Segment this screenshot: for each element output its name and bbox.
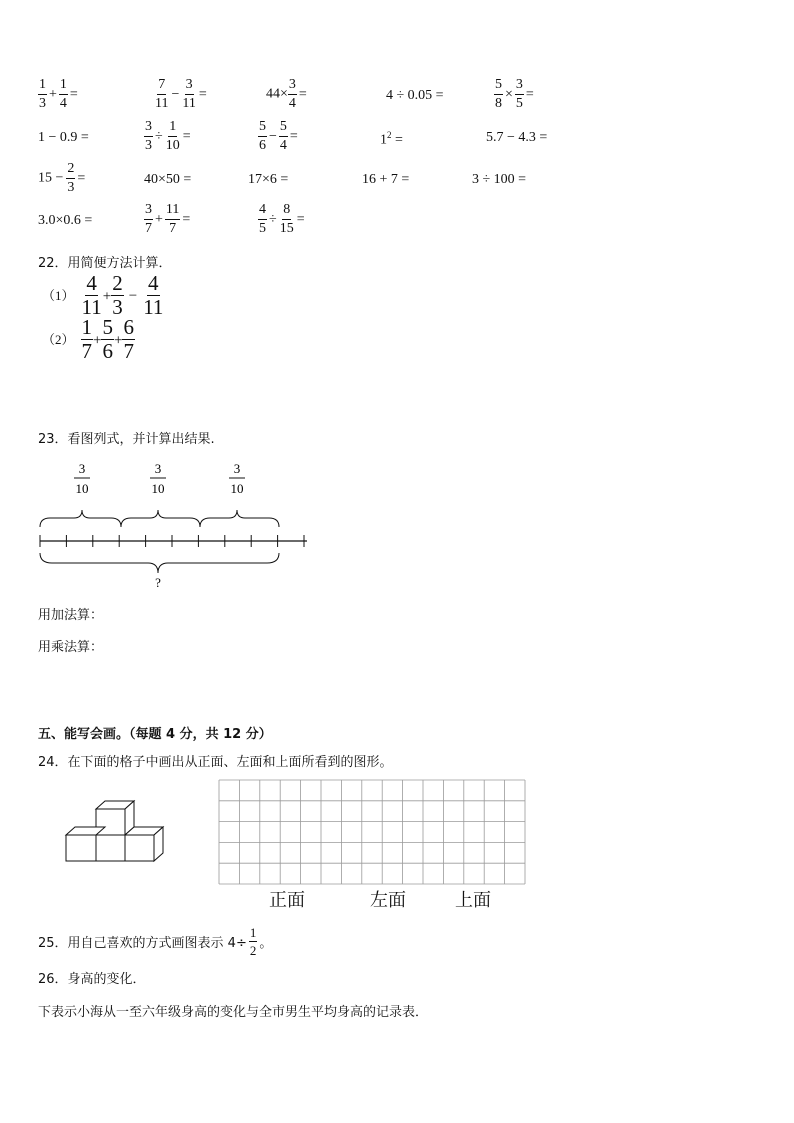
denominator: 4 [59,96,67,111]
numerator: 3 [144,120,153,137]
segment-label-2 [150,461,166,496]
operator: + [113,332,123,349]
mm-r2-c2 [144,120,193,153]
numerator: 11 [165,203,180,220]
operator: + [102,288,112,305]
numerator: 7 [157,78,166,95]
operator: − [128,288,138,305]
numerator: 3 [78,461,86,476]
operator: + [93,332,102,349]
question-mark: ? [155,575,161,590]
numerator: 4 [258,203,267,220]
top-view-label: 上面 [455,890,491,910]
denominator: 3 [145,138,152,153]
numerator: 1 [38,78,47,95]
operator: − [269,128,277,144]
q25-title-text: 25．用自己喜欢的方式画图表示 4÷ [38,936,247,951]
operator: − [171,86,180,102]
numerator: 2 [112,271,123,295]
numerator: 3 [185,78,194,95]
numerator: 3 [515,78,524,95]
equals-sign: = [289,128,298,144]
numerator: 1 [81,315,93,339]
mm-r4-c1: 3.0×0.6 = [38,213,93,228]
numerator: 1 [249,925,257,940]
operator: ÷ [155,128,163,144]
numerator: 3 [154,461,162,476]
mm-r3-c4: 16 + 7 = [362,172,410,187]
denominator: 5 [515,96,523,111]
denominator: 11 [81,295,102,319]
equals-sign: = [198,86,207,102]
denominator: 3 [39,96,46,111]
mm-r3-c3: 17×6 = [248,172,289,187]
mm-r1-c4: 4 ÷ 0.05 = [386,88,444,103]
numerator: 3 [288,78,297,95]
left-view-label: 左面 [370,890,406,910]
denominator: 15 [279,221,294,236]
equals-sign: = [182,128,191,144]
mm-r4-c3 [258,203,307,236]
denominator: 4 [279,138,287,153]
denominator: 3 [67,180,75,195]
segment-label-1 [74,461,90,496]
denominator: 6 [259,138,266,153]
q23-title: 23．看图列式，并计算出结果. [38,432,215,447]
numerator: 4 [148,271,159,295]
denominator: 7 [81,339,93,363]
numerator: 5 [494,78,503,95]
q26-description: 下表示小海从一至六年级身高的变化与全市男生平均身高的记录表． [38,1005,429,1020]
equals-sign: = [525,86,534,102]
numerator: 3 [233,461,241,476]
power-base: 1 [380,132,387,148]
q22-title: 22．用简便方法计算． [38,256,172,271]
denominator: 11 [155,96,169,111]
numerator: 2 [66,162,75,179]
mul-method-label: 用乘法算： [38,640,104,655]
operator: × [505,86,513,102]
numerator: 4 [86,271,97,295]
denominator: 2 [249,943,257,958]
denominator: 10 [165,138,180,153]
q24-title: 24．在下面的格子中画出从正面、左面和上面所看到的图形。 [38,755,393,770]
numerator: 3 [144,203,153,220]
mm-r1-c3 [266,78,309,111]
mm-r2-c5: 5.7 − 4.3 = [486,130,548,145]
q25-title [38,926,272,957]
mm-r2-c4 [380,130,403,149]
mm-r4-c2 [144,203,192,236]
expression-prefix: 44× [266,86,288,102]
denominator: 4 [288,96,296,111]
add-method-label: 用加法算： [38,608,104,623]
bottom-brace [40,553,279,573]
bottom-middle-front-face [96,835,125,861]
number-line-diagram [30,455,320,595]
part-label: （1） [42,288,75,304]
numerator: 6 [123,315,134,339]
front-view-label: 正面 [269,890,305,910]
mm-r1-c2 [154,78,209,111]
numerator: 5 [102,315,113,339]
denominator: 5 [259,221,266,236]
mm-r2-c1: 1 − 0.9 = [38,130,89,145]
top-brace-1 [40,510,121,527]
cube-stack-figure [60,795,170,865]
top-brace-3 [200,510,279,527]
denominator: 11 [143,295,164,319]
numerator: 5 [258,120,267,137]
mm-r3-c2: 40×50 = [144,172,192,187]
mm-r3-c5: 3 ÷ 100 = [472,172,527,187]
segment-label-3 [229,461,245,496]
numerator: 8 [282,203,291,220]
mm-r1-c1 [38,78,80,111]
equals-sign: = [77,170,86,186]
equals-sign: = [69,86,78,102]
equals-sign: = [298,86,307,102]
equals-sign: = [296,211,305,227]
q26-title: 26．身高的变化． [38,972,146,987]
equals-sign: = [182,211,191,227]
mm-r1-c5 [494,78,536,111]
denominator: 10 [75,481,89,496]
power-exponent: 2 [387,130,392,140]
mm-r2-c3 [258,120,300,153]
bottom-right-front-face [125,835,154,861]
denominator: 6 [102,339,113,363]
denominator: 7 [123,339,134,363]
q22-part2 [42,317,135,362]
denominator: 7 [169,221,177,236]
mm-r3-c1 [38,162,87,195]
q25-title-end: 。 [259,936,273,951]
numerator: 1 [59,78,68,95]
operator: + [49,86,57,102]
denominator: 10 [151,481,165,496]
denominator: 3 [112,295,123,319]
operator: ÷ [269,211,277,227]
part-label: （2） [42,332,75,348]
section-five-title: 五、能写会画。（每题 4 分，共 12 分） [38,727,272,742]
denominator: 10 [230,481,244,496]
drawing-grid[interactable] [218,779,526,885]
operator: + [155,211,163,227]
numerator: 5 [279,120,288,137]
denominator: 7 [145,221,152,236]
equals-sign: = [391,132,403,148]
expression-prefix: 15 − [38,170,64,186]
q22-part1 [42,273,164,318]
denominator: 8 [495,96,502,111]
denominator: 11 [182,96,196,111]
top-brace-2 [121,510,200,527]
bottom-left-front-face [66,835,96,861]
numerator: 1 [168,120,177,137]
